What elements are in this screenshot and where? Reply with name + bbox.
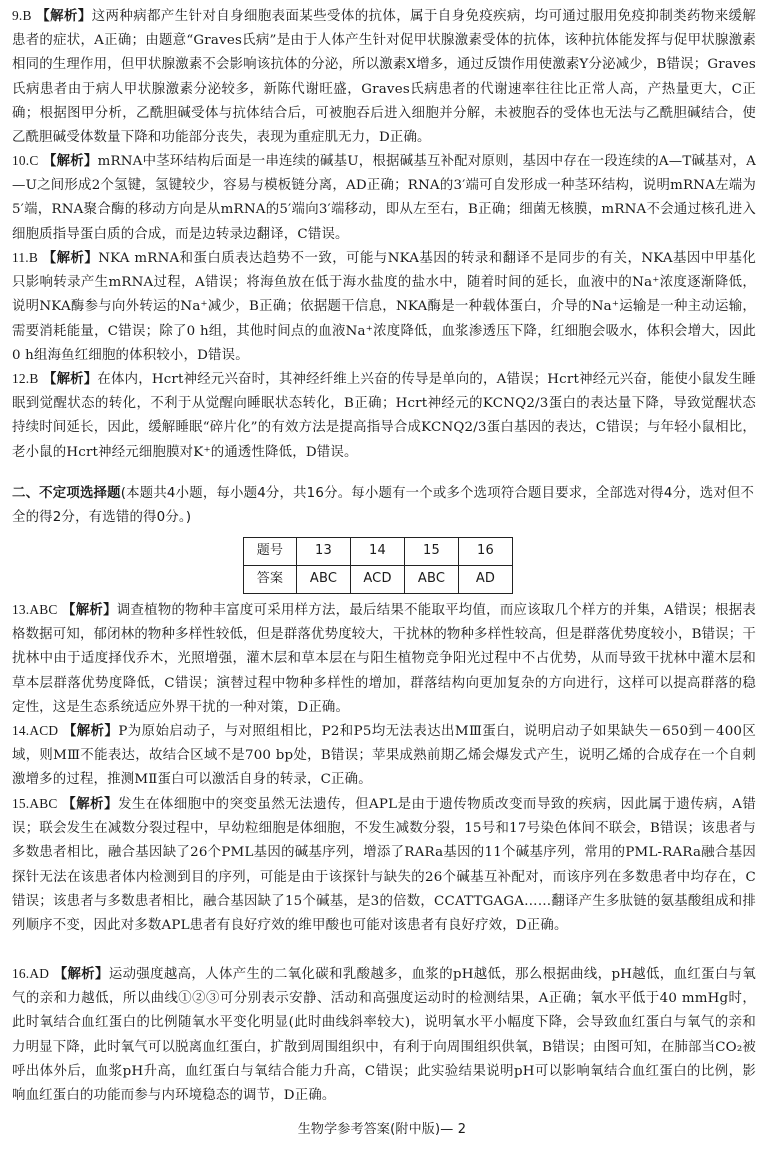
answer-item-16: [12, 962, 756, 1108]
answer-item-15: [12, 792, 756, 938]
table-cell: ABC: [405, 566, 459, 594]
answer-number: 10.C: [12, 153, 39, 168]
analysis-tag: 【解析】: [62, 724, 119, 739]
answer-item-11: [12, 246, 756, 368]
table-cell: 15: [405, 538, 459, 566]
analysis-text: P为原始启动子，与对照组相比，P2和P5均无法表达出MⅢ蛋白，说明启动子如果缺失－650到－400区域，则MⅢ不能表达，故结合区域不是700 bp处，B错误；苹果成熟前期乙烯会爆发式产生，说明乙烯的合成存在一个自刺激增多的过程，推测MⅡ蛋白可以激活自身的转录，C正确。: [12, 724, 756, 788]
answer-table: [243, 537, 513, 594]
analysis-tag: 【解析】: [42, 251, 99, 266]
table-header-cell: 答案: [244, 566, 297, 594]
table-row: [244, 538, 513, 566]
analysis-text: NKA mRNA和蛋白质表达趋势不一致，可能与NKA基因的转录和翻译不是同步的有关，NKA基因中甲基化只影响转录产生mRNA过程，A错误；将海鱼放在低于海水盐度的盐水中，随着时间的延长，血液中的Na⁺浓度逐渐降低，说明NKA酶参与向外转运的Na⁺减少，B正确；依据题干信息，NKA酶是一种载体蛋白，介导的Na⁺运输是一种主动运输，需要消耗能量，C错误；除了0 h组，其他时间点的血液Na⁺浓度降低，血浆渗透压下降，红细胞会吸水，体积会增大，因此0 h组海鱼红细胞的体积较小，D错误。: [12, 251, 756, 363]
table-cell: 16: [459, 538, 513, 566]
analysis-tag: 【解析】: [36, 9, 92, 24]
table-header-cell: 题号: [244, 538, 297, 566]
table-cell: AD: [459, 566, 513, 594]
answer-item-14: [12, 719, 756, 793]
page-footer: 生物学参考答案(附中版)— 2: [297, 1122, 467, 1137]
section-title: 二、不定项选择题: [12, 486, 121, 501]
answer-number: 16.AD: [12, 966, 50, 981]
section-intro: (本题共4小题，每小题4分，共16分。每小题有一个或多个选项符合题目要求，全部选对得4分，选对但不全的得2分，有选错的得0分。): [12, 486, 755, 526]
analysis-text: 发生在体细胞中的突变虽然无法遗传，但APL是由于遗传物质改变而导致的疾病，因此属于遗传病，A错误；联会发生在减数分裂过程中，早幼粒细胞是体细胞，不发生减数分裂，15号和17号染色体间不联会，B错误；该患者与多数患者相比，融合基因缺了26个PML基因的碱基序列，增添了RARa基因的11个碱基序列，常用的PML-RARa融合基因探针无法在该患者体内检测到目的序列，可能是由于该探针与缺失的26个碱基互补配对，而该序列在多数患者中均存在，C错误；该患者与多数患者相比，融合基因缺了15个碱基，是3的倍数，CCATTGAGA……翻译产生多肽链的氨基酸组成和排列顺序不变，因此对多数APL患者有良好疗效的维甲酸也可能对该患者有良好疗效，D正确。: [12, 797, 756, 934]
table-cell: 14: [351, 538, 405, 566]
table-row: [244, 566, 513, 594]
answer-number: 11.B: [12, 250, 38, 265]
table-cell: ABC: [297, 566, 351, 594]
analysis-tag: 【解析】: [43, 154, 98, 169]
answer-item-12: [12, 367, 756, 465]
table-cell: 13: [297, 538, 351, 566]
analysis-text: mRNA中茎环结构后面是一串连续的碱基U，根据碱基互补配对原则，基因中存在一段连续的A—T碱基对，A—U之间形成2个氢键，氢键较少，容易与模板链分离，AD正确；RNA的3′端可自发形成一种茎环结构，说明mRNA左端为5′端，RNA聚合酶的移动方向是从mRNA的5′端向3′端移动，即从左至右，B正确；细菌无核膜，mRNA不会通过核孔进入细胞质指导蛋白质的合成，而是边转录边翻译，C错误。: [12, 154, 756, 242]
answer-number: 9.B: [12, 8, 32, 23]
analysis-tag: 【解析】: [62, 797, 119, 812]
answer-item-10: [12, 149, 756, 247]
analysis-text: 在体内，Hcrt神经元兴奋时，其神经纤维上兴奋的传导是单向的，A错误；Hcrt神经元兴奋，能使小鼠发生睡眠到觉醒状态的转化，不利于从觉醒向睡眠状态转化，B正确；Hcrt神经元的KCNQ2/3蛋白的表达量下降，导致觉醒状态持续时间延长，因此，缓解睡眠“碎片化”的有效方法是提高指导合成KCNQ2/3蛋白基因的表达，C错误；与年轻小鼠相比，老小鼠的Hcrt神经元细胞膜对K⁺的通透性降低，D错误。: [12, 372, 756, 460]
analysis-text: 这两种病都产生针对自身细胞表面某些受体的抗体，属于自身免疫疾病，均可通过服用免疫抑制类药物来缓解患者的症状，A正确；由题意“Graves氏病”是由于人体产生针对促甲状腺激素受体的抗体，该种抗体能发挥与促甲状腺激素相同的生理作用，但甲状腺激素不会影响该抗体的分泌，所以激素X增多，通过反馈作用使激素Y分泌减少，B错误；Graves氏病患者由于病人甲状腺激素分泌较多，新陈代谢旺盛，Graves氏病患者的代谢速率往往比正常人高，产热量更大，C正确；根据图甲分析，乙酰胆碱受体与抗体结合后，可被胞吞后进入细胞并分解，未被胞吞的受体也无法与乙酰胆碱结合，使乙酰胆碱受体数量下降和功能部分丧失，表现为重症肌无力，D正确。: [12, 9, 756, 146]
answer-number: 15.ABC: [12, 796, 58, 811]
analysis-text: 运动强度越高，人体产生的二氧化碳和乳酸越多，血浆的pH越低，那么根据曲线，pH越低，血红蛋白与氧气的亲和力越低，所以曲线①②③可分别表示安静、活动和高强度运动时的检测结果，A正确；氧水平低于40 mmHg时，此时氧结合血红蛋白的比例随氧水平变化明显(此时曲线斜率较大)，说明氧水平小幅度下降，会导致血红蛋白与氧气的亲和力明显下降，此时氧气可以脱离血红蛋白，扩散到周围组织中，有利于向周围组织供氧，B错误；由图可知，在肺部当CO₂被呼出体外后，血浆pH升高，血红蛋白与氧结合能力升高，C错误；此实验结果说明pH可以影响氧结合血红蛋白的比例，影响血红蛋白的功能而参与内环境稳态的调节，D正确。: [12, 967, 756, 1104]
analysis-text: 调查植物的物种丰富度可采用样方法，最后结果不能取平均值，而应该取几个样方的并集，A错误；根据表格数据可知，郁闭林的物种多样性较低，但是群落优势度较大，干扰林的物种多样性较高，但是群落优势度较小，B错误；干扰林中由于适度择伐乔木，光照增强，灌木层和草本层在与阳生植物竞争阳光过程中不占优势，从而导致干扰林中灌木层和草本层群落优势度降低，C错误；演替过程中物种多样性的增加，群落结构向更加复杂的方向进行，这样可以提高群落的稳定性，这是生态系统适应外界干扰的一种对策，D正确。: [12, 603, 756, 715]
analysis-tag: 【解析】: [53, 967, 109, 982]
analysis-tag: 【解析】: [42, 372, 98, 387]
answer-item-13: [12, 598, 756, 720]
analysis-tag: 【解析】: [62, 603, 117, 618]
section-2-heading: [12, 482, 756, 530]
answer-number: 13.ABC: [12, 602, 58, 617]
table-cell: ACD: [351, 566, 405, 594]
answer-item-9: [12, 4, 756, 150]
answer-number: 14.ACD: [12, 723, 59, 738]
answer-number: 12.B: [12, 371, 39, 386]
